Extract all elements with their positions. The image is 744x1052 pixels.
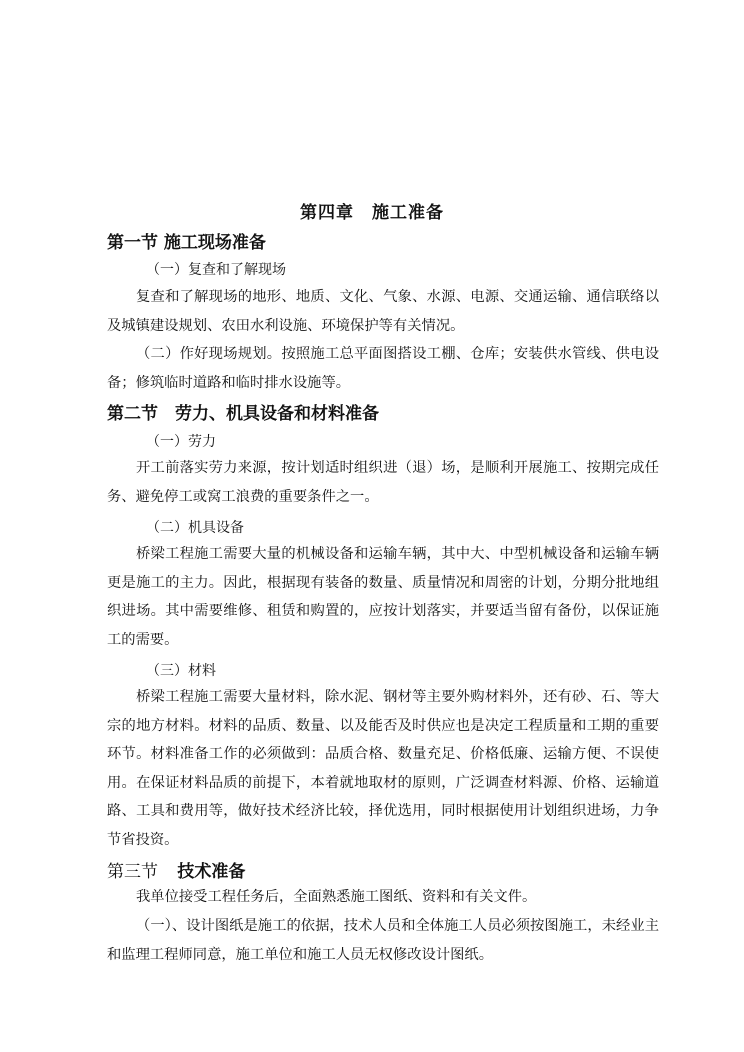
section-2-item-2-text: 桥梁工程施工需要大量的机械设备和运输车辆，其中大、中型机械设备和运输车辆更是施工的主力。因此，根据现有装备的数量、质量情况和周密的计划，分期分批地组织进场。其中需要维修、租赁和购置的，应按计划落实，并要适当留有备份，以保证施工的需要。 (107, 546, 659, 648)
section-1-title: 第一节 施工现场准备 (107, 233, 266, 253)
section-3-intro: 我单位接受工程任务后，全面熟悉施工图纸、资料和有关文件。 (136, 889, 537, 905)
section-2-item-2-label: （二）机具设备 (146, 520, 244, 536)
section-3-title (107, 857, 245, 882)
section-2-title: 第二节 劳力、机具设备和材料准备 (107, 404, 379, 424)
section-2-item-1-text: 开工前落实劳力来源，按计划适时组织进（退）场，是顺利开展施工、按期完成任务、避免停工或窝工浪费的重要条件之一。 (107, 460, 659, 505)
section-3-title-lead: 第三节 (107, 862, 158, 882)
section-1-item-1-text: 复查和了解现场的地形、地质、文化、气象、水源、电源、交通运输、通信联络以及城镇建设规划、农田水利设施、环境保护等有关情况。 (107, 289, 659, 334)
section-2-item-1-label: （一）劳力 (146, 434, 216, 450)
section-3-title-main: 技术准备 (177, 862, 246, 882)
section-1-item-1-label: （一）复查和了解现场 (146, 262, 286, 278)
section-2-item-3-text: 桥梁工程施工需要大量材料，除水泥、钢材等主要外购材料外，还有砂、石、等大宗的地方材料。材料的品质、数量、以及能否及时供应也是决定工程质量和工期的重要环节。材料准备工作的必须做到：品质合格、数量充足、价格低廉、运输方便、不误使用。在保证材料品质的前提下，本着就地取材的原则，广泛调查材料源、价格、运输道路、工具和费用等，做好技术经济比较，择优选用，同时根据使用计划组织进场，力争节省投资。 (107, 689, 659, 848)
chapter-title: 第四章 施工准备 (300, 203, 444, 223)
section-3-item-1-text: （一）、设计图纸是施工的依据，技术人员和全体施工人员必须按图施工，未经业主和监理工程师同意，施工单位和施工人员无权修改设计图纸。 (107, 918, 659, 963)
section-1-item-2-text: （二）作好现场规划。按照施工总平面图搭设工棚、仓库；安装供水管线、供电设备；修筑临时道路和临时排水设施等。 (107, 346, 659, 391)
section-2-item-3-label: （三）材料 (146, 663, 216, 679)
